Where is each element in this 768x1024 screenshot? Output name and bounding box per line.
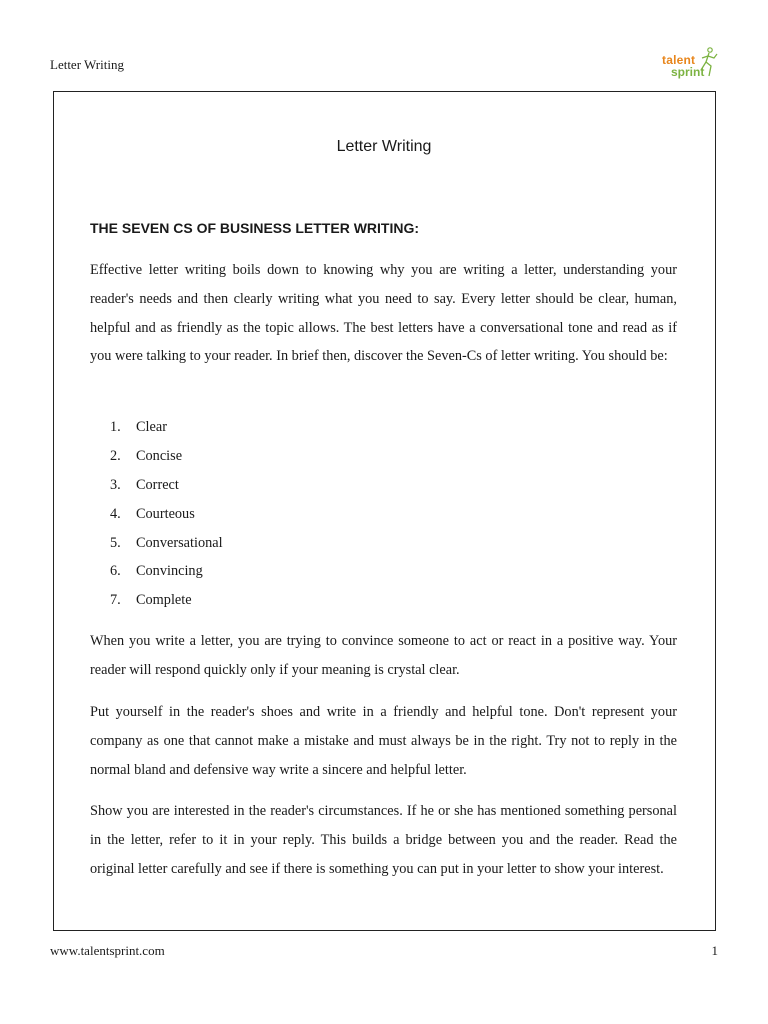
runner-icon: [698, 46, 720, 82]
list-item-text: Convincing: [136, 563, 203, 580]
list-item-text: Correct: [136, 476, 179, 493]
body-paragraph: Put yourself in the reader's shoes and write in a friendly and helpful tone. Don't represent your company as one that cannot make a mistake and must always be in the right. Try not to reply in the normal bland and defensive way write a sincere and helpful letter.: [90, 704, 677, 778]
list-item-number: 5.: [110, 534, 121, 551]
list-item-number: 6.: [110, 563, 121, 580]
list-item: [110, 529, 223, 558]
list-item-number: 3.: [110, 476, 121, 493]
list-item-text: Concise: [136, 447, 183, 464]
body-paragraph: Show you are interested in the reader's circumstances. If he or she has mentioned something personal in the letter, refer to it in your reply. This builds a bridge between you and the reader. Read the original letter carefully and see if there is something you can put in your letter to show your interest.: [90, 803, 677, 877]
logo-text-talent: talent: [662, 53, 696, 67]
list-item: [110, 557, 223, 586]
document-title: Letter Writing: [336, 138, 432, 155]
list-item-text: Complete: [136, 592, 192, 609]
list-item-number: 4.: [110, 505, 121, 522]
page-number: 1: [711, 943, 718, 958]
body-paragraph: When you write a letter, you are trying to convince someone to act or react in a positive way. Your reader will respond quickly only if your meaning is crystal clear.: [90, 633, 677, 678]
intro-paragraph: Effective letter writing boils down to knowing why you are writing a letter, understanding your reader's needs and then clearly writing what you need to say. Every letter should be clear, human, helpful and as friendly as the topic allows. The best letters have a conversational tone and read as if you were talking to your reader. In brief then, discover the Seven-Cs of letter writing. You should be:: [90, 262, 677, 365]
list-item-text: Conversational: [136, 534, 223, 551]
section-heading: THE SEVEN CS OF BUSINESS LETTER WRITING:: [90, 220, 420, 236]
footer-url: www.talentsprint.com: [50, 943, 165, 958]
list-item: [110, 586, 223, 615]
list-item: [110, 500, 223, 529]
list-item-text: Courteous: [136, 505, 195, 522]
list-item: [110, 413, 223, 442]
header-title: Letter Writing: [50, 57, 124, 72]
talentsprint-logo: [662, 46, 720, 84]
list-item: [110, 471, 223, 500]
list-item-number: 1.: [110, 419, 121, 435]
list-item-number: 2.: [110, 447, 121, 464]
list-item-number: 7.: [110, 592, 121, 609]
logo-text-sprint: sprint: [671, 65, 705, 79]
list-item: [110, 442, 223, 471]
seven-cs-list: [110, 413, 223, 615]
list-item-text: Clear: [136, 419, 167, 435]
